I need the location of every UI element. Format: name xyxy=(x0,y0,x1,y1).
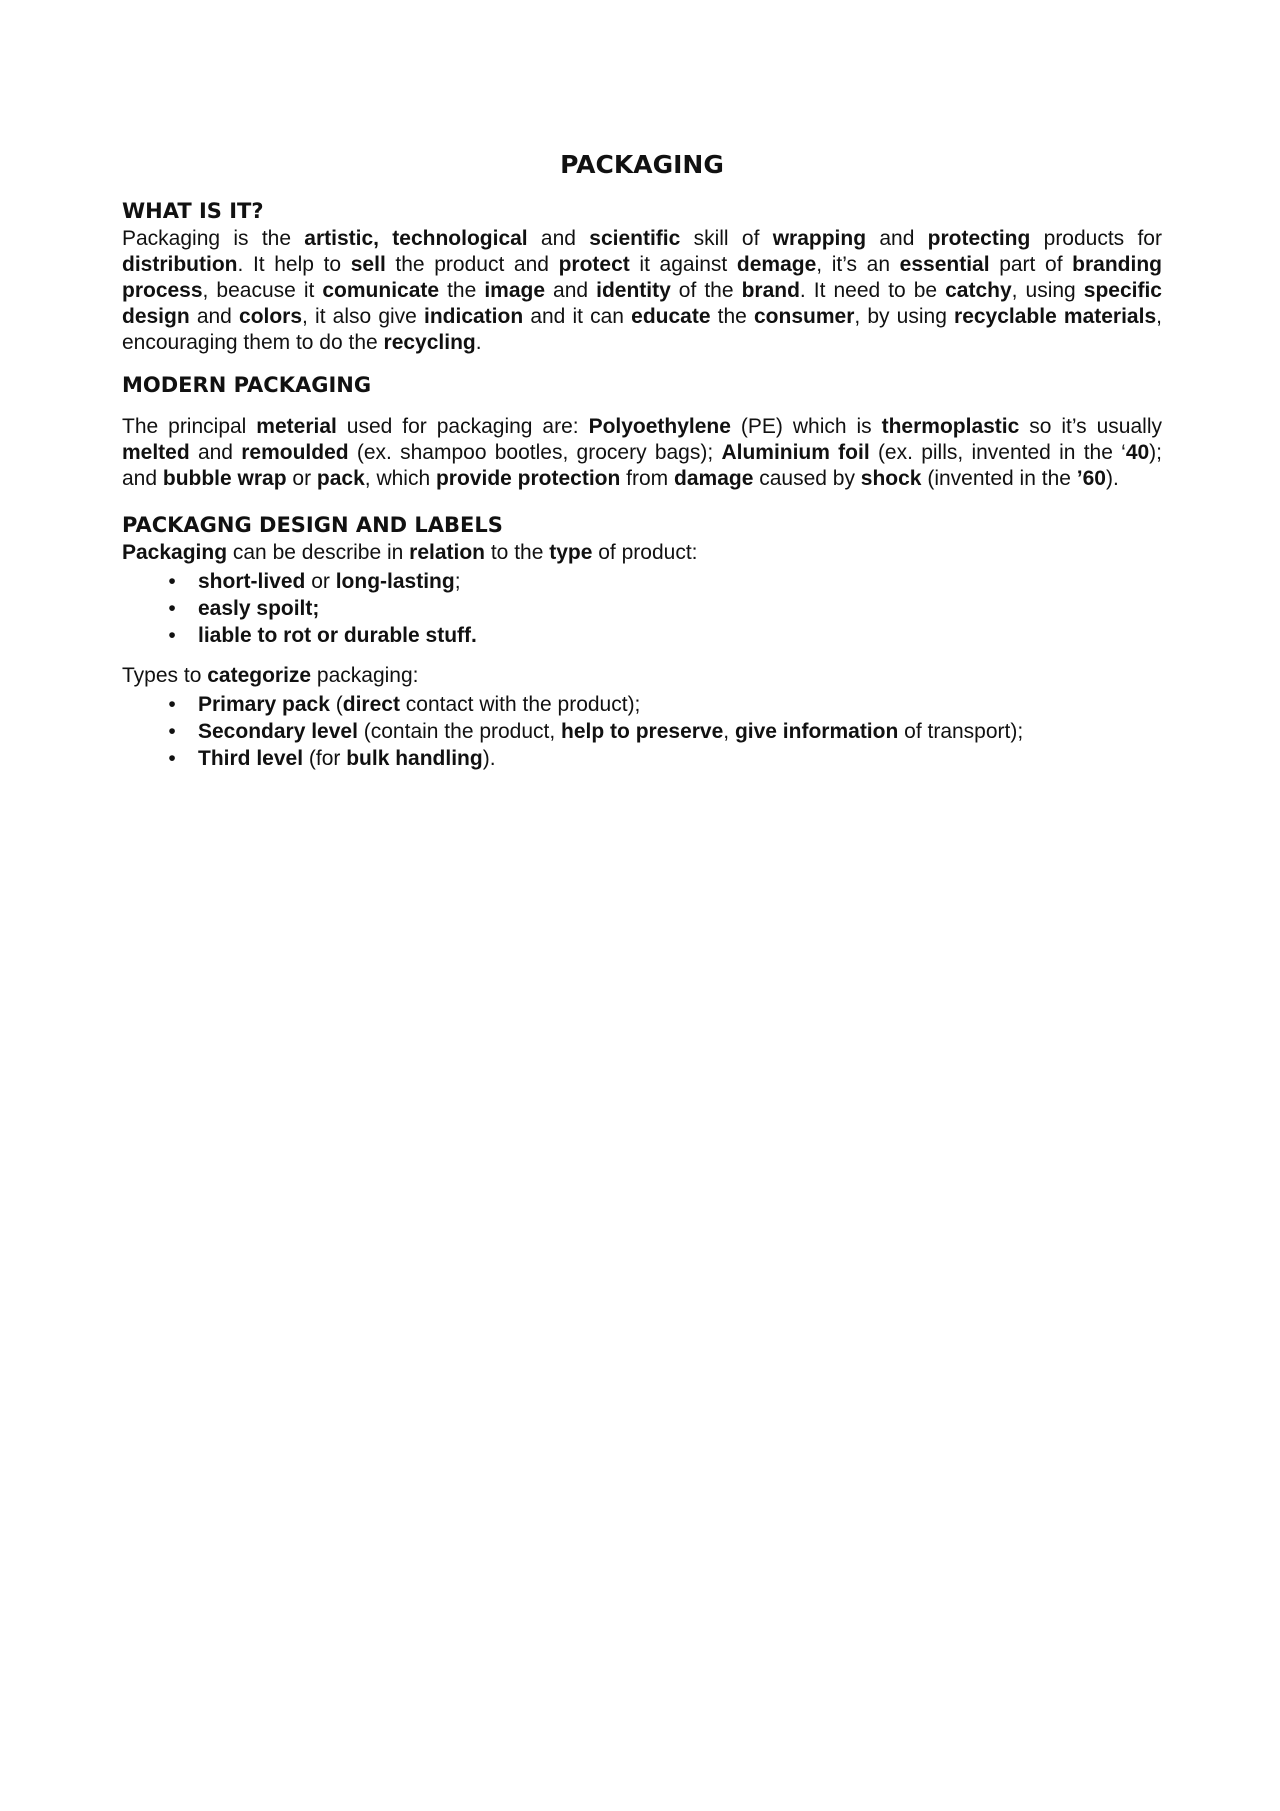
text-run: ); and xyxy=(122,441,1162,490)
text-run: The principal xyxy=(122,415,257,438)
text-run: , it’s an xyxy=(816,253,900,276)
text-run-bold: essential xyxy=(899,253,990,276)
text-run-bold: comunicate xyxy=(322,279,440,302)
text-run: ). xyxy=(482,747,496,770)
text-run-bold: pack xyxy=(316,467,365,490)
text-run: it against xyxy=(629,253,737,276)
text-run: Types to xyxy=(122,664,208,687)
text-run-bold: give information xyxy=(734,720,899,743)
text-run-bold: recycling xyxy=(383,331,476,354)
text-run-bold: indication xyxy=(424,305,524,328)
text-run: , by using xyxy=(854,305,955,328)
text-run: and xyxy=(189,441,242,464)
text-run-bold: sell xyxy=(350,253,386,276)
text-run: of transport); xyxy=(898,720,1024,743)
text-run: and xyxy=(866,227,928,250)
text-run-bold: liable to rot or durable stuff. xyxy=(198,624,477,647)
text-run-bold: provide protection xyxy=(435,467,621,490)
text-run-bold: wrapping xyxy=(772,227,867,250)
text-run-bold: recyclable materials xyxy=(954,305,1157,328)
bullet-icon: • xyxy=(168,597,176,620)
list-item xyxy=(162,595,1162,622)
text-run-bold: remoulded xyxy=(241,441,349,464)
text-run-bold: specific design xyxy=(122,279,1162,328)
text-run: and xyxy=(189,305,240,328)
bullet-icon: • xyxy=(168,693,176,716)
text-run-bold: identity xyxy=(596,279,671,302)
text-run: , it also give xyxy=(302,305,424,328)
text-run: . It help to xyxy=(237,253,351,276)
text-run-bold: brand xyxy=(741,279,800,302)
text-run: (ex. pills, invented in the ‘ xyxy=(869,441,1126,464)
text-run-bold: type xyxy=(549,541,593,564)
types-intro xyxy=(122,663,1162,689)
text-run-bold: scientific xyxy=(589,227,681,250)
what-is-it-paragraph xyxy=(122,226,1162,356)
text-run: the xyxy=(710,305,754,328)
text-run-bold: Aluminium foil xyxy=(721,441,870,464)
text-run-bold: short-lived xyxy=(198,570,306,593)
text-run-bold: artistic, technological xyxy=(304,227,528,250)
text-run-bold: image xyxy=(484,279,546,302)
text-run: (contain the product, xyxy=(357,720,562,743)
text-run: or xyxy=(286,467,317,490)
text-run: and xyxy=(545,279,597,302)
text-run: products for xyxy=(1030,227,1162,250)
text-run: (ex. shampoo bootles, grocery bags); xyxy=(348,441,722,464)
text-run-bold: demage xyxy=(736,253,817,276)
text-run-bold: help to preserve xyxy=(561,720,724,743)
text-run: (for xyxy=(303,747,347,770)
text-run-bold: thermoplastic xyxy=(881,415,1020,438)
list-item xyxy=(162,568,1162,595)
text-run: skill of xyxy=(680,227,773,250)
text-run-bold: categorize xyxy=(207,664,312,687)
text-run-bold: ’60 xyxy=(1076,467,1106,490)
design-intro xyxy=(122,540,1162,566)
product-type-list xyxy=(122,568,1162,649)
text-run-bold: relation xyxy=(409,541,486,564)
bullet-icon: • xyxy=(168,570,176,593)
section-heading-modern-packaging: MODERN PACKAGING xyxy=(122,373,372,397)
text-run: (PE) which is xyxy=(730,415,882,438)
text-run-bold: easly spoilt; xyxy=(198,597,320,620)
text-run: . It need to be xyxy=(799,279,946,302)
text-run: (invented in the xyxy=(921,467,1077,490)
bullet-icon: • xyxy=(168,720,176,743)
text-run-bold: bubble wrap xyxy=(162,467,287,490)
text-run: ( xyxy=(329,693,343,716)
document-page xyxy=(122,150,1162,772)
text-run-bold: long-lasting xyxy=(335,570,455,593)
text-run: Packaging is the xyxy=(122,227,305,250)
text-run-bold: protecting xyxy=(927,227,1031,250)
text-run: ; xyxy=(454,570,461,593)
text-run: packaging: xyxy=(311,664,419,687)
text-run-bold: bulk handling xyxy=(346,747,483,770)
section-heading-packaging-design: PACKAGNG DESIGN AND LABELS xyxy=(122,513,503,537)
text-run: and it can xyxy=(523,305,632,328)
text-run: the xyxy=(439,279,485,302)
list-item xyxy=(162,622,1162,649)
text-run: ). xyxy=(1105,467,1119,490)
list-item xyxy=(162,745,1162,772)
text-run: from xyxy=(620,467,675,490)
text-run: of product: xyxy=(592,541,698,564)
text-run: so it’s usually xyxy=(1019,415,1162,438)
text-run: part of xyxy=(989,253,1073,276)
text-run: , encouraging them to do the xyxy=(122,305,1162,354)
text-run: , which xyxy=(364,467,436,490)
text-run-bold: direct xyxy=(342,693,400,716)
page-title: PACKAGING xyxy=(560,150,724,179)
text-run-bold: distribution xyxy=(122,253,238,276)
text-run-bold: Polyoethylene xyxy=(588,415,731,438)
bullet-icon: • xyxy=(168,747,176,770)
text-run: the product and xyxy=(385,253,559,276)
text-run: . xyxy=(475,331,482,354)
text-run-bold: melted xyxy=(122,441,190,464)
text-run: and xyxy=(527,227,590,250)
text-run-bold: Primary pack xyxy=(198,693,330,716)
text-run: caused by xyxy=(753,467,861,490)
text-run-bold: 40 xyxy=(1125,441,1150,464)
text-run-bold: colors xyxy=(239,305,303,328)
text-run-bold: catchy xyxy=(945,279,1012,302)
packaging-types-list xyxy=(122,691,1162,772)
bullet-icon: • xyxy=(168,624,176,647)
text-run-bold: Packaging xyxy=(122,541,228,564)
text-run: used for packaging are: xyxy=(336,415,589,438)
text-run: contact with the product); xyxy=(399,693,641,716)
list-item xyxy=(162,691,1162,718)
list-item xyxy=(162,718,1162,745)
text-run: , beacuse it xyxy=(202,279,323,302)
text-run: , using xyxy=(1011,279,1084,302)
modern-packaging-paragraph xyxy=(122,414,1162,492)
text-run-bold: shock xyxy=(860,467,922,490)
text-run-bold: damage xyxy=(674,467,754,490)
text-run-bold: educate xyxy=(631,305,711,328)
text-run: or xyxy=(305,570,336,593)
text-run: can be describe in xyxy=(227,541,410,564)
section-heading-what-is-it: WHAT IS IT? xyxy=(122,199,264,223)
text-run-bold: protect xyxy=(558,253,630,276)
text-run: , xyxy=(723,720,735,743)
text-run: to the xyxy=(485,541,550,564)
text-run: of the xyxy=(670,279,742,302)
text-run-bold: consumer xyxy=(754,305,855,328)
text-run-bold: branding process xyxy=(122,253,1162,302)
text-run-bold: Third level xyxy=(198,747,304,770)
text-run-bold: Secondary level xyxy=(198,720,358,743)
text-run-bold: meterial xyxy=(256,415,337,438)
